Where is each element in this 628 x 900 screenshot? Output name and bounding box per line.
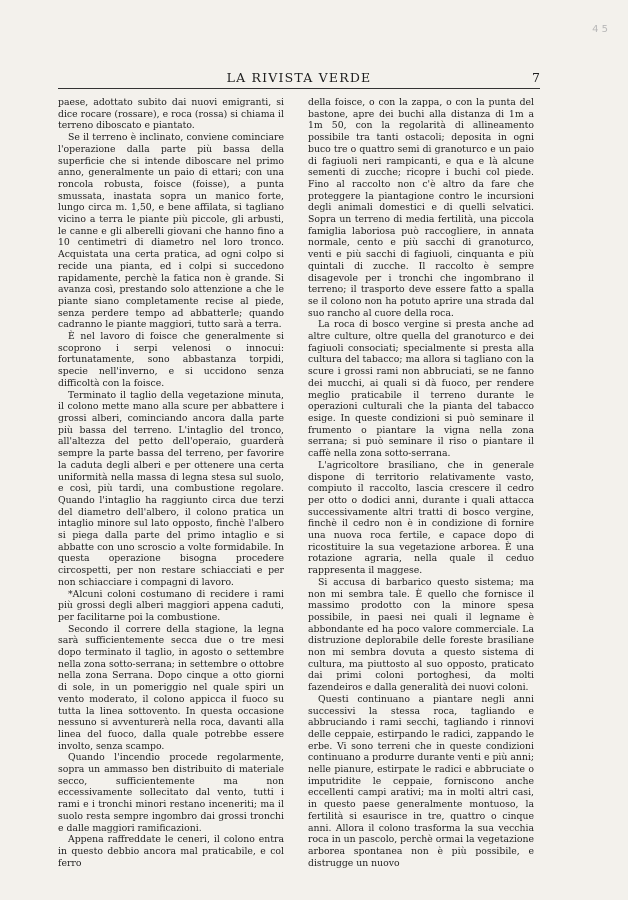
- left-column: [58, 97, 284, 897]
- journal-title: LA RIVISTA VERDE: [226, 70, 372, 85]
- corner-pencil-mark: 4 5: [592, 24, 608, 35]
- right-column: [308, 97, 534, 897]
- paragraph: La roca di bosco vergine si presta anche ad altre culture, oltre quella del granoturco e dei fagiuoli consociati; specialmente si presta alla cultura del tabacco; ma allora si tagliano con la scure i grossi rami non abbruciati, se ne fanno dei mucchi, ai quali si dà fuoco, per rendere meglio praticabile il terreno durante le operazioni culturali che la pianta del tabacco esige. In queste condizioni si può seminare il frumento o piantare la vigna nella zona serrana; si può seminare il riso o piantare il caffè nella zona sotto-serrana.: [308, 319, 534, 460]
- paragraph: Se il terreno è inclinato, conviene cominciare l'operazione dalla parte più bassa della superficie che si intende diboscare nel primo anno, generalmente un paio di ettari; con una roncola robusta, foisce (foisse), a punta smussata, inastata sopra un manico forte, lungo circa m. 1,50, e bene affilata, si tagliano vicino a terra le piante più piccole, gli arbusti, le canne e gli alberelli giovani che hanno fino a 10 centimetri di diametro nel loro tronco. Acquistata una certa pratica, ad ogni colpo si recide una pianta, ed i colpi si succedono rapidamente, perchè la fatica non è grande. Si avanza così, prestando solo attenzione a che le piante siano completamente recise al piede, senza perdere tempo ad abbatterle; quando cadranno le piante maggiori, tutto sarà a terra.: [58, 132, 284, 331]
- paragraph: Quando l'incendio procede regolarmente, sopra un ammasso ben distribuito di materiale secco, sufficientemente ma non eccessivamente sollecitato dal vento, tutti i rami e i tronchi minori restano inceneriti; ma il suolo resta sempre ingombro dai grossi tronchi e dalle maggiori ramificazioni.: [58, 752, 284, 834]
- paragraph: Si accusa di barbarico questo sistema; ma non mi sembra tale. È quello che fornisce il massimo prodotto con la minore spesa possibile, in paesi nei quali il legname è abbondante ed ha poco valore commerciale. La distruzione deplorabile delle foreste brasiliane non mi sembra dovuta a questo sistema di cultura, ma piuttosto al suo opposto, praticato dai primi coloni portoghesi, da molti fazendeiros e dalla generalità dei nuovi coloni.: [308, 576, 534, 694]
- paragraph: Secondo il correre della stagione, la legna sarà sufficientemente secca due o tre mesi dopo terminato il taglio, in agosto o settembre nella zona sotto-serrana; in settembre o ottobre nella zona Serrana. Dopo cinque a otto giorni di sole, in un pomeriggio nel quale spiri un vento moderato, il colono appicca il fuoco su tutta la linea sottovento. In questa occasione nessuno si avventurerà nella roca, davanti alla linea del fuoco, dalla quale potrebbe essere involto, senza scampo.: [58, 623, 284, 752]
- paragraph: Terminato il taglio della vegetazione minuta, il colono mette mano alla scure per abbattere i grossi alberi, cominciando ancora dalla parte più bassa del terreno. L'intaglio del tronco, all'altezza del petto dell'operaio, guarderà sempre la parte bassa del terreno, per favorire la caduta degli alberi e per ottenere una certa uniformità nella massa di legna stesa sul suolo, e così, più tardi, una combustione regolare. Quando l'intaglio ha raggiunto circa due terzi del diametro dell'albero, il colono pratica un intaglio minore sul lato opposto, finchè l'albero si piega dalla parte del primo intaglio e si abbatte con uno scroscio a volte formidabile. In questa operazione bisogna procedere circospetti, per non restare schiacciati e per non schiacciare i compagni di lavoro.: [58, 389, 284, 588]
- paragraph: L'agricoltore brasiliano, che in generale dispone di territorio relativamente vasto, compiuto il raccolto, lascia crescere il cedro per otto o dodici anni, durante i quali attacca successivamente altri tratti di bosco vergine, finchè il cedro non è in condizione di fornire una nuova roca fertile, e capace dopo di ricostituire la sua vegetazione arborea. È una rotazione agraria, nella quale il ceduo rappresenta il maggese.: [308, 459, 534, 577]
- paragraph: paese, adottato subito dai nuovi emigranti, si dice rocare (rossare), e roca (rossa) si chiama il terreno diboscato e piantato.: [58, 97, 284, 132]
- running-header: [58, 70, 540, 86]
- paragraph: della foisce, o con la zappa, o con la punta del bastone, apre dei buchi alla distanza di 1m a 1m 50, con la regolarità di allineamento possibile tra tanti ostacoli; deposita in ogni buco tre o quattro semi di granoturco e un paio di fagiuoli neri rampicanti, e qua e là alcune sementi di zucche; ricopre i buchi col piede. Fino al raccolto non c'è altro da fare che proteggere la piantagione contro le incursioni degli animali domestici e di quelli selvatici. Sopra un terreno di media fertilità, una piccola famiglia laboriosa può raccogliere, in annata normale, cento e più sacchi di granoturco, venti e più sacchi di fagiuoli, cinquanta e più quintali di zucche. Il raccolto è sempre disagevole per i tronchi che ingombrano il terreno; il trasporto deve essere fatto a spalla se il colono non ha potuto aprire una strada dal suo rancho al cuore della roca.: [308, 97, 534, 319]
- paragraph: Questi continuano a piantare negli anni successivi la stessa roca, tagliando e abbruciando i rami secchi, tagliando i rinnovi delle ceppaie, estirpando le radici, zappando le erbe. Vi sono terreni che in queste condizioni continuano a produrre durante venti e più anni; nelle pianure, estirpate le radici e abbruciate o imputridite le ceppaie, forniscono anche eccellenti campi arativi; ma in molti altri casi, in questo paese generalmente montuoso, la fertilità si esaurisce in tre, quattro o cinque anni. Allora il colono trasforma la sua vecchia roca in un pascolo, perchè ormai la vegetazione arborea spontanea non è più possibile, e distrugge un nuovo: [308, 693, 534, 869]
- paragraph: Appena raffreddate le ceneri, il colono entra in questo debbio ancora mal praticabile, e col ferro: [58, 834, 284, 869]
- page-number: 7: [532, 70, 540, 85]
- paragraph: È nel lavoro di foisce che generalmente si scoprono i serpi velenosi o innocui: fortunatamente, sono abbastanza torpidi, specie nell'inverno, e si uccidono senza difficoltà con la foisce.: [58, 331, 284, 389]
- header-rule: [58, 88, 540, 89]
- paragraph: *Alcuni coloni costumano di recidere i rami più grossi degli alberi maggiori appena caduti, per facilitarne poi la combustione.: [58, 588, 284, 623]
